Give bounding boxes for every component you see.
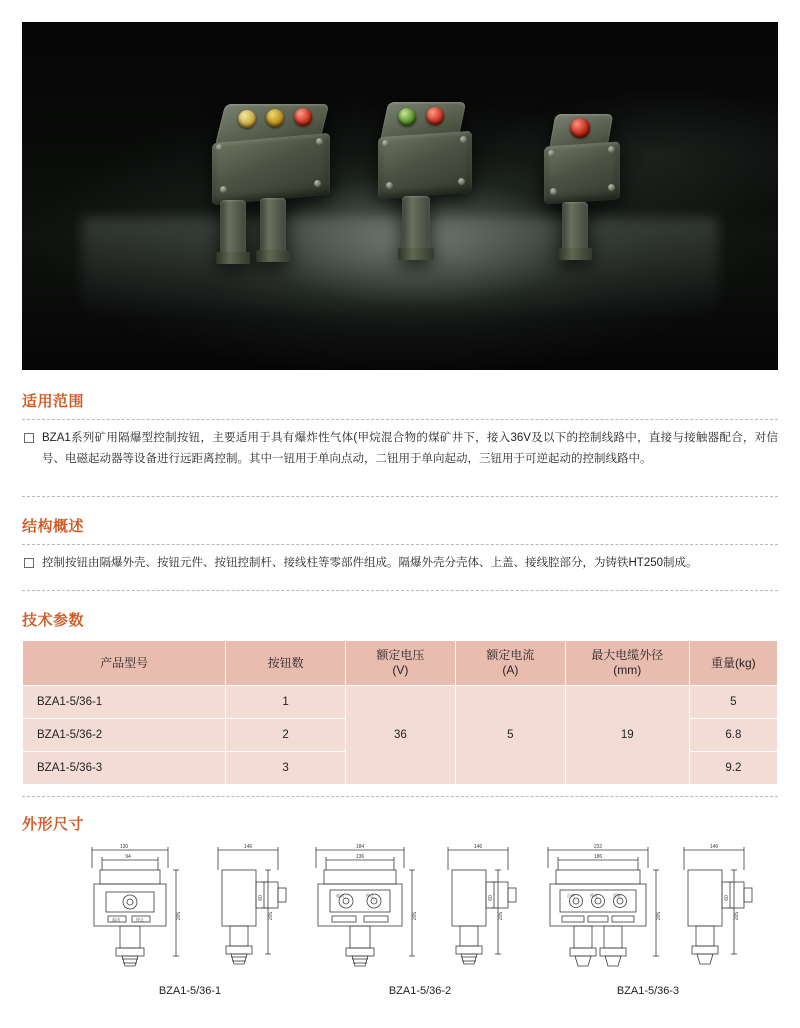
drawing-1-dim-height: 205: [176, 911, 182, 921]
drawing-2-caption: BZA1-5/36-2: [388, 985, 452, 997]
drawing-1-face-label-1: 起动: [112, 917, 120, 922]
drawing-1-dim-top-inner: 94: [125, 854, 131, 860]
drawing-1-caption: BZA1-5/36-1: [158, 985, 222, 997]
device-left-button-3: [294, 108, 312, 126]
drawing-3-dim-side-top: 146: [709, 844, 719, 850]
cell-weight: 5: [689, 686, 777, 719]
section-structure: [22, 496, 778, 574]
drawing-group-3: [538, 840, 758, 997]
device-left-bolt-3: [220, 186, 227, 193]
drawing-1-dim-side-mid: 60: [258, 895, 264, 901]
table-header-weight: [689, 641, 777, 686]
section-structure-paragraph: 控制按钮由隔爆外壳、按钮元件、按钮控制杆、接线柱等零部件组成。隔爆外壳分壳体、上盖、接线腔部分，为铸铁HT250制成。: [42, 557, 698, 569]
drawing-2-dim-height: 205: [412, 911, 418, 921]
cell-weight: 9.2: [689, 752, 777, 785]
drawing-2-svg: [302, 840, 522, 990]
table-row: [23, 686, 778, 719]
device-left-button-1: [238, 110, 256, 128]
drawing-3-caption: BZA1-5/36-3: [616, 985, 680, 997]
device-middle-bolt-3: [386, 182, 393, 189]
table-header-model-line1: 产品型号: [100, 655, 149, 670]
bullet-square-icon: [24, 433, 34, 443]
device-middle: [362, 96, 492, 276]
device-left-bolt-4: [314, 180, 321, 187]
device-middle-gland-cap: [398, 248, 434, 260]
device-middle-bolt-1: [382, 140, 389, 147]
drawing-2-dim-top-outer: 184: [355, 844, 365, 850]
drawing-1-svg: [72, 840, 292, 990]
device-left-gland-cap-2: [256, 250, 290, 262]
drawing-1-dim-side-top: 146: [243, 844, 253, 850]
cell-voltage-merged: 36: [345, 686, 455, 785]
drawing-1-dim-side-height: 205: [268, 911, 274, 921]
drawing-1-face-label-2: 停止: [136, 917, 144, 922]
drawing-group-2: [302, 840, 522, 997]
table-header-voltage-line1: 额定电压: [376, 648, 425, 662]
drawing-2-dim-side-height: 205: [498, 911, 504, 921]
table-header-current: [455, 641, 565, 686]
device-left-button-2: [266, 109, 284, 127]
table-header-row: [23, 641, 778, 686]
drawing-2-dim-top-inner: 136: [355, 854, 365, 860]
section-scope: [22, 390, 778, 470]
drawing-3-dim-side-mid: 60: [724, 895, 730, 901]
device-right-bolt-1: [548, 150, 555, 157]
device-middle-bolt-4: [458, 178, 465, 185]
drawing-3-face-label-2: 停止: [590, 893, 598, 898]
device-right-gland-cap: [558, 248, 592, 260]
cell-buttons: 3: [226, 752, 346, 785]
spec-table: [22, 640, 778, 785]
section-structure-divider: [22, 544, 778, 545]
drawing-2-face-label-1: 起动: [336, 893, 344, 898]
section-tech-heading: 技术参数: [22, 612, 85, 629]
product-photo: [22, 22, 778, 370]
device-left-enclosure: [212, 133, 330, 205]
section-scope-divider: [22, 419, 778, 420]
device-right-bolt-4: [608, 184, 615, 191]
device-left-gland-cap-1: [216, 252, 250, 264]
drawing-3-face-label-1: 正转: [567, 893, 575, 898]
table-header-current-line1: 额定电流: [486, 648, 535, 662]
drawing-3-face-label-3: 反转: [613, 893, 621, 898]
device-left-cable-gland-2: [260, 198, 286, 256]
table-header-model: [23, 641, 226, 686]
section-dimensions: [22, 796, 778, 834]
cell-model: BZA1-5/36-1: [23, 686, 226, 719]
dimension-drawings: [22, 840, 778, 997]
device-middle-cable-gland: [402, 196, 430, 254]
table-header-voltage-line2: (V): [392, 663, 409, 677]
drawing-3-dim-top-inner: 186: [593, 854, 603, 860]
cell-buttons: 1: [226, 686, 346, 719]
table-header-cable-od-line2: (mm): [613, 663, 642, 677]
drawing-2-dim-side-mid: 60: [488, 895, 494, 901]
drawing-2-dim-side-top: 146: [473, 844, 483, 850]
device-middle-button-1: [398, 108, 416, 126]
device-right-button-1: [570, 118, 590, 138]
cell-buttons: 2: [226, 719, 346, 752]
cell-weight: 6.8: [689, 719, 777, 752]
device-middle-button-2: [426, 107, 444, 125]
device-middle-bolt-2: [460, 136, 467, 143]
device-left-bolt-1: [216, 144, 223, 151]
bullet-square-icon: [24, 558, 34, 568]
drawing-3-svg: [538, 840, 758, 990]
section-dims-top-divider: [22, 796, 778, 797]
cell-cable-od-merged: 19: [565, 686, 689, 785]
device-middle-enclosure: [378, 131, 472, 200]
drawing-3-dim-top-outer: 232: [593, 844, 603, 850]
device-left-bolt-2: [316, 138, 323, 145]
drawing-3-dim-side-height: 205: [734, 911, 740, 921]
drawing-3-dim-height: 205: [656, 911, 662, 921]
drawing-2-face-label-2: 停止: [366, 893, 374, 898]
table-header-current-line2: (A): [502, 663, 519, 677]
device-right: [522, 108, 642, 278]
table-header-voltage: [345, 641, 455, 686]
section-tech-top-divider: [22, 590, 778, 591]
section-dims-heading: 外形尺寸: [22, 816, 85, 833]
device-right-bolt-2: [608, 146, 615, 153]
section-structure-top-divider: [22, 496, 778, 497]
device-left: [190, 100, 350, 280]
section-tech: [22, 590, 778, 785]
cell-model: BZA1-5/36-2: [23, 719, 226, 752]
section-scope-heading: 适用范围: [22, 393, 85, 410]
table-header-cable-od: [565, 641, 689, 686]
cell-current-merged: 5: [455, 686, 565, 785]
table-header-buttons: [226, 641, 346, 686]
drawing-1-dim-top-outer: 130: [119, 844, 129, 850]
device-right-bolt-3: [550, 188, 557, 195]
table-header-weight-line1: 重量(kg): [711, 655, 756, 670]
table-header-buttons-line1: 按钮数: [267, 655, 304, 670]
section-structure-heading: 结构概述: [22, 518, 85, 535]
device-right-cable-gland: [562, 202, 588, 254]
device-left-cable-gland-1: [220, 200, 246, 258]
drawing-group-1: [72, 840, 292, 997]
table-header-cable-od-line1: 最大电缆外径: [591, 648, 664, 662]
cell-model: BZA1-5/36-3: [23, 752, 226, 785]
section-scope-paragraph: BZA1系列矿用隔爆型控制按钮，主要适用于具有爆炸性气体(甲烷混合物的煤矿井下，接入36V及以下的控制线路中，直接与接触器配合，对信号、电磁起动器等设备进行远距离控制。其中一钮用于单向点动，二钮用于单向起动，三钮用于可逆起动的控制线路中。: [42, 432, 778, 465]
